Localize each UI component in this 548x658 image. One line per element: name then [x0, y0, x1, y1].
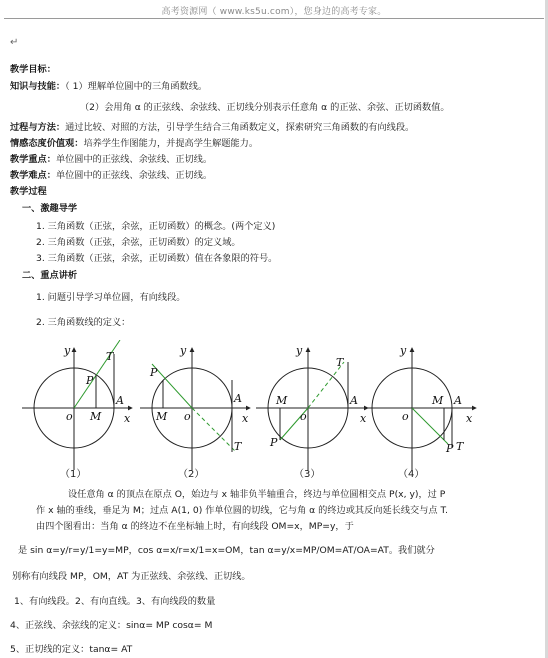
page-header: 高考资源网（ www.ks5u.com），您身边的高考专家。 [161, 7, 387, 17]
m-point-label: M [90, 410, 102, 423]
m-point-label: M [156, 410, 168, 423]
figure-1-labels [63, 344, 131, 425]
figure-3 [256, 348, 368, 470]
process-row [10, 122, 414, 134]
x-axis-label: x [360, 412, 367, 425]
t-point-label: T [234, 440, 242, 453]
y-axis-label: y [180, 344, 187, 357]
y-axis-label: y [64, 344, 71, 357]
a-point-label: A [350, 394, 358, 407]
point-5: 5、正切线的定义：tanα= AT [10, 644, 133, 655]
figure-3-labels [269, 344, 367, 449]
process-title: 教学过程 [10, 186, 47, 197]
section1-item: 2. 三角函数（正弦，余弦，正切函数）的定义域。 [36, 237, 241, 248]
figure-caption: （4） [398, 469, 425, 480]
p-point-label: P [446, 442, 454, 455]
unit-circle-figures [0, 340, 548, 480]
key-point-label: 教学重点： [10, 154, 56, 165]
p-point-label: P [150, 366, 158, 379]
origin-label: o [402, 410, 409, 423]
section2-title: 二、重点讲析 [22, 270, 78, 281]
t-point-label: T [336, 356, 344, 369]
a-point-label: A [234, 392, 242, 405]
definition-paragraph-line-2: 作 x 轴的垂线，垂足为 M；过点 A(1, 0) 作单位圆的切线，它与角 α 的终边或其反向延长线交与点 T. [36, 505, 448, 516]
difficult-point-text: 单位圆中的正弦线、余弦线、正切线。 [55, 170, 213, 181]
p-point-label: P [270, 436, 278, 449]
m-point-label: M [432, 394, 444, 407]
knowledge-text-1: （ 1）理解单位圆中的三角函数线。 [65, 81, 208, 92]
knowledge-text-2: （2）会用角 α 的正弦线、余弦线、正切线分别表示任意角 α 的正弦、余弦、正切函数值。 [80, 102, 450, 113]
x-axis-label: x [466, 412, 473, 425]
emotion-row [10, 138, 258, 150]
key-point-row [10, 154, 212, 166]
origin-label: o [300, 410, 307, 423]
knowledge-row [10, 81, 207, 93]
process-label: 过程与方法： [10, 122, 66, 133]
origin-label: o [184, 410, 191, 423]
section1-title: 一、激趣导学 [22, 203, 78, 214]
emotion-text: 培养学生作图能力，并提高学生解题能力。 [83, 138, 259, 149]
figure-4-labels [399, 344, 473, 455]
t-point-label: T [456, 440, 464, 453]
definition-paragraph-line-1: 设任意角 α 的顶点在原点 O，始边与 x 轴非负半轴重合，终边与单位圆相交点 P(x, y)，过 P [68, 489, 446, 500]
conclusion-line: 别称有向线段 MP，OM，AT 为正弦线、余弦线、正切线。 [12, 571, 251, 582]
y-axis-label: y [296, 344, 303, 357]
process-text: 通过比较、对照的方法，引导学生结合三角函数定义，探索研究三角函数的有向线段。 [65, 122, 415, 133]
figure-caption: （3） [294, 469, 321, 480]
point-1-3: 1、有向线段。2、有向直线。3、有向线段的数量 [14, 596, 216, 607]
difficult-point-row [10, 170, 212, 182]
return-mark: ↵ [10, 37, 19, 48]
header-rule [4, 18, 544, 19]
section2-item: 2. 三角函数线的定义： [36, 317, 131, 328]
key-point-text: 单位圆中的正弦线、余弦线、正切线。 [55, 154, 213, 165]
formula-line: 是 sin α=y/r=y/1=y=MP，cos α=x/r=x/1=x=OM，tan α=y/x=MP/OM=AT/OA=AT。我们就分 [18, 545, 435, 556]
t-point-label: T [106, 350, 114, 363]
difficult-point-label: 教学难点： [10, 170, 56, 181]
section2-item: 1. 问题引导学习单位圆，有向线段。 [36, 292, 186, 303]
observation-paragraph: 由四个图看出：当角 α 的终边不在坐标轴上时，有向线段 OM=x，MP=y，于 [36, 521, 354, 532]
point-4: 4、正弦线、余弦线的定义：sinα= MP cosα= M [10, 620, 213, 631]
objectives-title: 教学目标： [10, 64, 56, 75]
figure-caption: （2） [178, 469, 205, 480]
emotion-label: 情感态度价值观： [10, 138, 84, 149]
y-axis-label: y [400, 344, 407, 357]
knowledge-label: 知识与技能： [10, 81, 66, 92]
a-point-label: A [116, 394, 124, 407]
section1-item: 3. 三角函数（正弦，余弦，正切函数）值在各象限的符号。 [36, 253, 278, 264]
a-point-label: A [454, 394, 462, 407]
x-axis-label: x [242, 412, 249, 425]
origin-label: o [66, 410, 73, 423]
figure-caption: （1） [60, 469, 87, 480]
section1-item: 1. 三角函数（正弦，余弦，正切函数）的概念。(两个定义) [36, 221, 276, 232]
x-axis-label: x [124, 412, 131, 425]
p-point-label: P [86, 374, 94, 387]
m-point-label: M [276, 394, 288, 407]
